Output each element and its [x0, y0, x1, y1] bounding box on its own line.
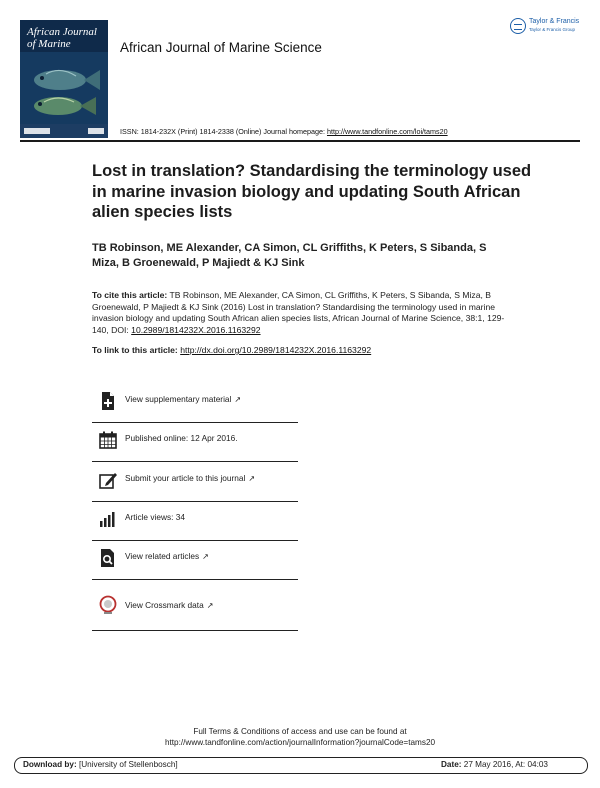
document-plus-icon — [98, 391, 118, 411]
info-row-crossmark[interactable] — [92, 593, 298, 631]
download-date-value: 27 May 2016, At: 04:03 — [461, 760, 548, 769]
download-date-label: Date: — [441, 760, 462, 769]
publisher-logo-icon — [510, 18, 526, 34]
article-link-line — [92, 345, 371, 355]
journal-name: African Journal of Marine Science — [120, 40, 322, 55]
article-authors: TB Robinson, ME Alexander, CA Simon, CL Griffiths, K Peters, S Sibanda, S Miza, B Groenewald, P Majiedt & KJ Sink — [92, 242, 487, 269]
journal-cover — [20, 20, 108, 138]
search-document-icon — [98, 548, 118, 568]
terms-url-link[interactable]: http://www.tandfonline.com/action/journalInformation?journalCode=tams20 — [164, 738, 436, 747]
publisher-brand: Taylor & Francis — [529, 18, 580, 25]
info-row-label: View related articles — [125, 551, 200, 561]
info-row-supplementary[interactable] — [92, 385, 298, 423]
download-date — [441, 760, 548, 769]
downloaded-by-value: [University of Stellenbosch] — [76, 760, 178, 769]
article-doi-link[interactable]: http://dx.doi.org/10.2989/1814232X.2016.1163292 — [180, 345, 372, 355]
citation-doi-link[interactable]: 10.2989/1814232X.2016.1163292 — [131, 324, 261, 335]
issn-text: ISSN: 1814-232X (Print) 1814-2338 (Online) Journal homepage: — [120, 127, 327, 136]
external-link-icon: ↗ — [202, 552, 209, 561]
bar-chart-icon — [98, 509, 118, 529]
downloaded-by — [23, 760, 178, 769]
info-row-related[interactable] — [92, 542, 298, 580]
crossmark-icon — [98, 595, 118, 615]
info-row-submit[interactable] — [92, 464, 298, 502]
journal-homepage-link[interactable]: http://www.tandfonline.com/loi/tams20 — [326, 127, 448, 136]
external-link-icon: ↗ — [206, 601, 214, 610]
terms-line: Full Terms & Conditions of access and use can be found at — [193, 727, 407, 736]
info-row-label: View Crossmark data — [125, 600, 204, 610]
header-divider — [20, 140, 580, 142]
info-row-label: Submit your article to this journal — [125, 473, 246, 483]
edit-icon — [98, 470, 118, 490]
citation — [92, 290, 512, 336]
cover-title-line2: of Marine — [27, 38, 71, 50]
fish-illustration — [20, 52, 108, 124]
cover-title-line1: African Journal — [27, 26, 97, 38]
info-row-label: Article views: 34 — [125, 512, 185, 522]
info-row-label: Published online: 12 Apr 2016. — [125, 433, 238, 443]
citation-label: To cite this article: — [92, 290, 168, 300]
info-row-label: View supplementary material — [125, 394, 232, 404]
external-link-icon: ↗ — [248, 474, 256, 483]
publisher-logo — [510, 16, 584, 36]
info-row-views — [92, 503, 298, 541]
citation-text: TB Robinson, ME Alexander, CA Simon, CL Griffiths, K Peters, S Sibanda, S Miza, B Groenewald, P Majiedt & KJ Sink (2016) Lost in translation? Standardising the terminology used in marine invasion biology and updating South African alien species lists, African Journal of Marine Science, 38:1, 129-140, DOI: — [92, 290, 505, 335]
cover-footer-strip — [20, 124, 108, 138]
info-row-published — [92, 424, 298, 462]
article-title: Lost in translation? Standardising the terminology used in marine invasion biology and updating South African alien species lists — [92, 162, 532, 221]
download-info-bar — [14, 757, 588, 774]
issn-line — [120, 127, 448, 136]
calendar-icon — [98, 430, 118, 450]
publisher-group: Taylor & Francis Group — [529, 27, 576, 32]
external-link-icon: ↗ — [234, 395, 242, 404]
article-link-label: To link to this article: — [92, 345, 181, 355]
downloaded-by-label: Download by: — [23, 760, 77, 769]
